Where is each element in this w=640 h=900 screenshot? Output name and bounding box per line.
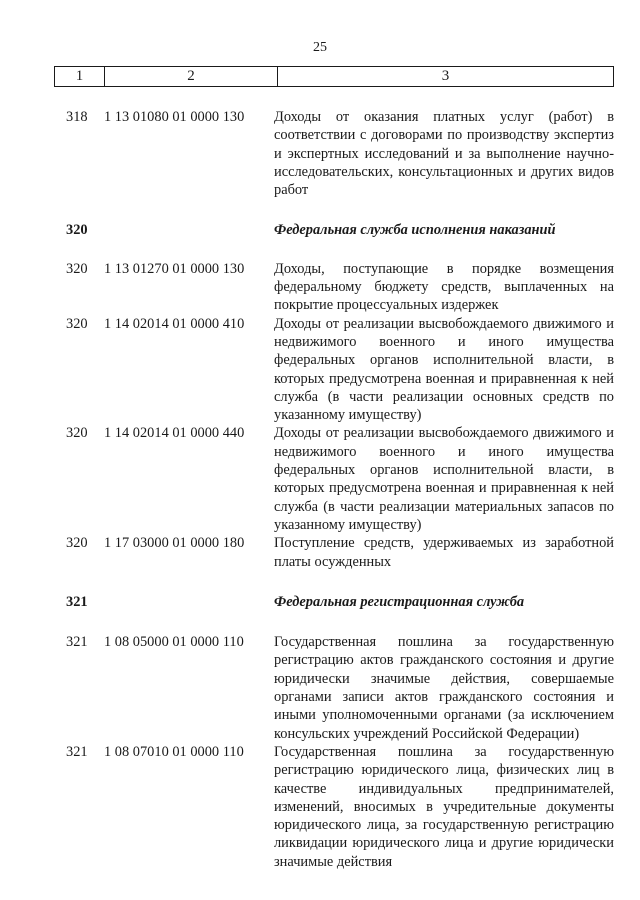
column-header-table — [54, 66, 614, 87]
revenue-description: Доходы от реализации высвобождаемого движимого и недвижимого военного и иного имущества федеральных органов исполнительной власти, в которых предусмотрена военная и приравненная к ней служба (в части реализации основных средств по указанному имуществу) — [274, 315, 614, 424]
budget-classification-code — [94, 221, 274, 239]
admin-code: 320 — [66, 535, 88, 552]
column-header-row — [55, 67, 614, 87]
admin-code: 321 — [66, 593, 88, 610]
revenue-description: Государственная пошлина за государственную регистрацию актов гражданского состояния и другие юридически значимые действия, совершаемые органами записи актов гражданского состояния и иными уполномоченными органами (за исключением консульских учреждений Российской Федерации) — [274, 634, 614, 742]
budget-classification-code: 1 08 07010 01 0000 110 — [104, 743, 244, 760]
column-header-2: 2 — [105, 67, 278, 87]
admin-code: 318 — [66, 109, 88, 125]
table-row — [54, 315, 614, 425]
admin-code: 320 — [66, 425, 88, 442]
budget-classification-code: 1 13 01080 01 0000 130 — [104, 109, 245, 125]
table-row — [54, 633, 614, 743]
admin-code: 321 — [66, 743, 88, 760]
admin-code: 320 — [66, 222, 88, 239]
column-header-3: 3 — [278, 67, 614, 87]
column-header-1: 1 — [55, 67, 105, 87]
table-row — [54, 743, 614, 871]
budget-classification-code — [94, 593, 274, 611]
section-title: Федеральная служба исполнения наказаний — [274, 222, 556, 239]
table-row — [54, 534, 614, 571]
budget-classification-code: 1 17 03000 01 0000 180 — [104, 535, 245, 552]
table-row — [54, 424, 614, 534]
revenue-description: Доходы от оказания платных услуг (работ) в соответствии с договорами по производству экспертиз и экспертных исследований и за выполнение научно-исследовательских, консультационных и других видов работ — [274, 109, 614, 199]
section-heading — [54, 593, 614, 611]
revenue-description: Государственная пошлина за государственную регистрацию юридического лица, физических лиц в качестве индивидуальных предпринимателей, изменений, вносимых в учредительные документы юридического лица, за государственную регистрацию ликвидации юридического лица и другие юридически значимые действия — [274, 743, 614, 870]
admin-code: 320 — [66, 315, 88, 332]
budget-classification-code: 1 14 02014 01 0000 410 — [104, 315, 245, 332]
revenue-description: Поступление средств, удерживаемых из заработной платы осужденных — [274, 535, 614, 570]
table-row — [54, 108, 614, 199]
budget-classification-code: 1 13 01270 01 0000 130 — [104, 260, 245, 277]
section-heading — [54, 221, 614, 239]
budget-classification-code: 1 14 02014 01 0000 440 — [104, 425, 245, 442]
revenue-description: Доходы от реализации высвобождаемого движимого и недвижимого военного и иного имущества федеральных органов исполнительной власти, в которых предусмотрена военная и приравненная к ней служба (в части реализации материальных запасов по указанному имуществу) — [274, 425, 614, 533]
admin-code: 321 — [66, 634, 88, 651]
section-title: Федеральная регистрационная служба — [274, 593, 525, 610]
table-row — [54, 260, 614, 315]
page-number: 25 — [313, 40, 327, 55]
admin-code: 320 — [66, 260, 88, 277]
revenue-code-list — [54, 108, 614, 871]
budget-classification-code: 1 08 05000 01 0000 110 — [104, 634, 244, 651]
revenue-description: Доходы, поступающие в порядке возмещения федеральному бюджету средств, выплаченных на покрытие процессуальных издержек — [274, 260, 614, 314]
